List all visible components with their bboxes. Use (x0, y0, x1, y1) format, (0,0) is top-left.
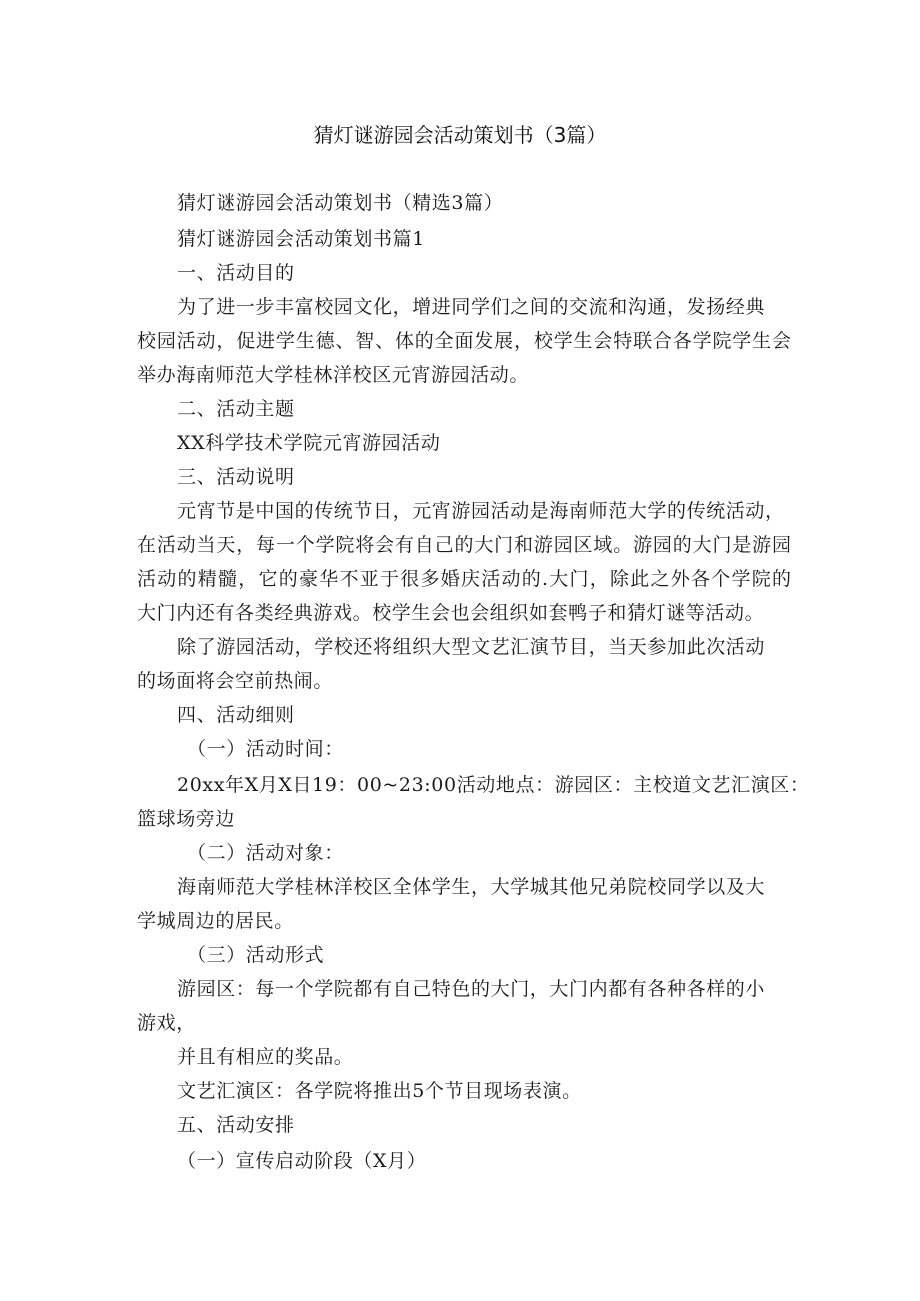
section-heading-theme: 二、活动主题 (177, 398, 295, 420)
section-heading-rules: 四、活动细则 (177, 704, 295, 726)
section-heading-purpose: 一、活动目的 (177, 262, 295, 284)
paragraph-line: 文艺汇演区：各学院将推出5个节目现场表演。 (177, 1080, 582, 1102)
paragraph-line: 除了游园活动，学校还将组织大型文艺汇演节目，当天参加此次活动 (177, 636, 766, 658)
paragraph-line: 元宵节是中国的传统节日，元宵游园活动是海南师范大学的传统活动， (177, 500, 785, 522)
subheading-audience: （二）活动对象： (187, 842, 344, 864)
theme-text: XX科学技术学院元宵游园活动 (177, 432, 441, 454)
section-heading-description: 三、活动说明 (177, 466, 295, 488)
paragraph-line: 海南师范大学桂林洋校区全体学生，大学城其他兄弟院校同学以及大 (177, 876, 766, 898)
paragraph-line: 大门内还有各类经典游戏。校学生会也会组织如套鸭子和猜灯谜等活动。 (137, 602, 765, 624)
paragraph-line: 为了进一步丰富校园文化，增进同学们之间的交流和沟通，发扬经典 (177, 296, 766, 318)
paragraph-line: 学城周边的居民。 (137, 910, 294, 932)
section-heading-schedule: 五、活动安排 (177, 1114, 295, 1136)
subheading-format: （三）活动形式 (187, 944, 325, 966)
paragraph-line: 游戏， (137, 1012, 196, 1034)
paragraph-line: 校园活动，促进学生德、智、体的全面发展，校学生会特联合各学院学生会 (137, 330, 791, 352)
subheading-time: （一）活动时间： (187, 738, 344, 760)
chapter-heading: 猜灯谜游园会活动策划书篇1 (177, 228, 425, 250)
paragraph-line: 并且有相应的奖品。 (177, 1046, 354, 1068)
paragraph-line: 20xx年X月X日19：00~23:00活动地点：游园区：主校道文艺汇演区： (177, 774, 810, 796)
paragraph-line: 游园区：每一个学院都有自己特色的大门，大门内都有各种各样的小 (177, 978, 766, 1000)
paragraph-line: 的场面将会空前热闹。 (137, 670, 334, 692)
subheading-publicity: （一）宣传启动阶段（X月） (177, 1150, 427, 1172)
subtitle-line: 猜灯谜游园会活动策划书（精选3篇） (177, 192, 504, 214)
paragraph-line: 举办海南师范大学桂林洋校区元宵游园活动。 (137, 364, 530, 386)
document-title: 猜灯谜游园会活动策划书（3篇） (313, 123, 607, 147)
paragraph-line: 篮球场旁边 (137, 808, 236, 830)
paragraph-line: 在活动当天，每一个学院将会有自己的大门和游园区域。游园的大门是游园 (137, 534, 791, 556)
paragraph-line: 活动的精髓，它的豪华不亚于很多婚庆活动的.大门，除此之外各个学院的 (137, 568, 791, 590)
